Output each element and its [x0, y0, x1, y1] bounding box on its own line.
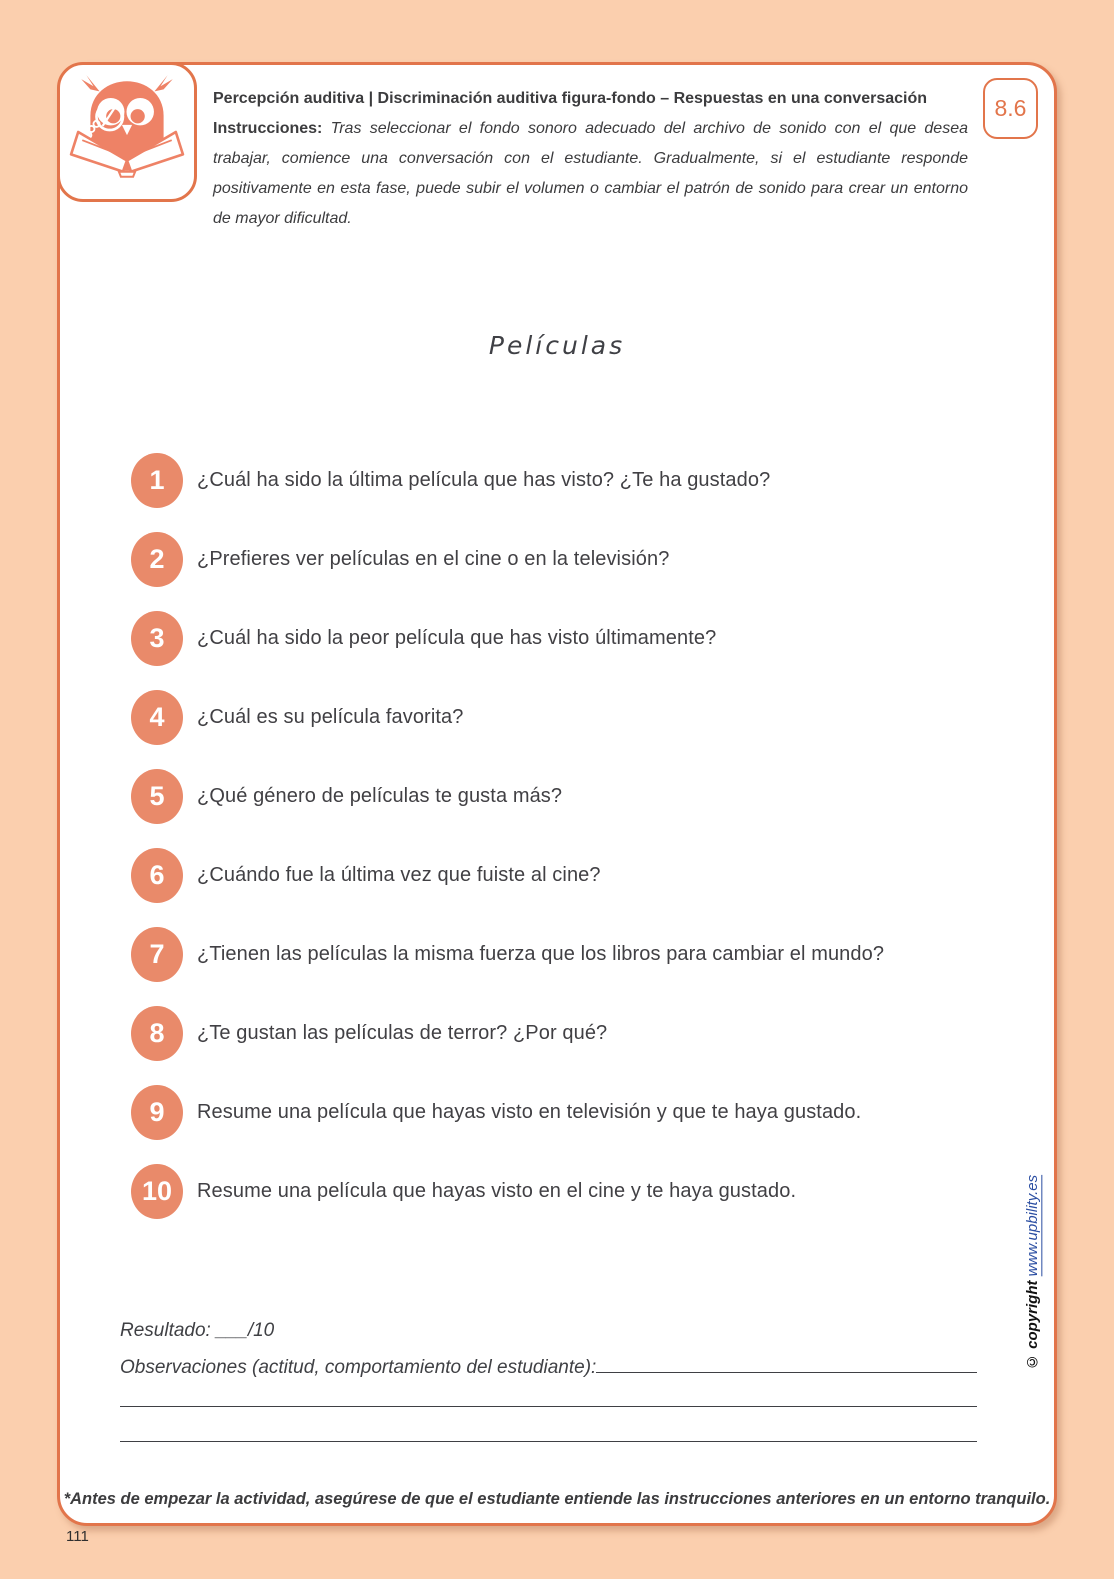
question-number-badge: 5 — [131, 769, 183, 824]
activity-title: Percepción auditiva | Discriminación auditiva figura-fondo – Respuestas en una conversación — [213, 90, 927, 107]
observations-write-line — [596, 1353, 977, 1373]
question-number-badge: 3 — [131, 611, 183, 666]
copyright-text: © copyright — [1024, 1276, 1041, 1370]
results-block — [120, 1320, 977, 1450]
question-row — [131, 1085, 1011, 1140]
question-text: ¿Qué género de películas te gusta más? — [197, 785, 563, 807]
question-row — [131, 453, 1011, 508]
instructions-label: Instrucciones: — [213, 120, 323, 137]
question-number-badge: 8 — [131, 1006, 183, 1061]
question-row — [131, 611, 1011, 666]
question-row — [131, 769, 1011, 824]
ruled-line — [120, 1441, 977, 1442]
question-number-badge: 6 — [131, 848, 183, 903]
question-number-badge: 2 — [131, 532, 183, 587]
question-row — [131, 1006, 1011, 1061]
observations-label: Observaciones (actitud, comportamiento del estudiante): — [120, 1357, 597, 1378]
question-row — [131, 532, 1011, 587]
question-text: ¿Cuál ha sido la última película que has visto? ¿Te ha gustado? — [197, 469, 771, 491]
question-text: ¿Cuál es su película favorita? — [197, 706, 464, 728]
question-list — [131, 453, 1011, 1243]
question-text: ¿Prefieres ver películas en el cine o en la televisión? — [197, 548, 670, 570]
question-number-badge: 4 — [131, 690, 183, 745]
question-row — [131, 927, 1011, 982]
header-block — [213, 84, 968, 234]
section-number-badge: 8.6 — [983, 78, 1038, 139]
question-text: ¿Te gustan las películas de terror? ¿Por qué? — [197, 1022, 608, 1044]
owl-reading-book-icon — [66, 69, 188, 196]
question-text: ¿Tienen las películas la misma fuerza que los libros para cambiar el mundo? — [197, 943, 885, 965]
question-number-badge: 7 — [131, 927, 183, 982]
question-text: Resume una película que hayas visto en el cine y te haya gustado. — [197, 1180, 797, 1202]
copyright-sidebar — [1024, 1155, 1050, 1370]
instructions-paragraph — [213, 114, 968, 234]
upbility-link[interactable]: www.upbility.es — [1024, 1174, 1041, 1277]
logo-box — [57, 62, 197, 202]
question-number-badge: 9 — [131, 1085, 183, 1140]
footnote: *Antes de empezar la actividad, asegúrese de que el estudiante entiende las instrucciones anteriores en un entorno tranquilo. — [63, 1490, 1051, 1508]
question-number-badge: 1 — [131, 453, 183, 508]
ruled-line — [120, 1406, 977, 1407]
question-text: Resume una película que hayas visto en televisión y que te haya gustado. — [197, 1101, 862, 1123]
result-label: Resultado: ___/10 — [120, 1320, 275, 1341]
instructions-text: Tras seleccionar el fondo sonoro adecuado del archivo de sonido con el que desea trabajar, comience una conversación con el estudiante. Gradualmente, si el estudiante responde positivamente en esta fase, puede subir el volumen o cambiar el patrón de sonido para crear un entorno de mayor dificultad. — [213, 120, 968, 227]
page-number: 111 — [66, 1528, 89, 1545]
question-text: ¿Cuál ha sido la peor película que has visto últimamente? — [197, 627, 717, 649]
question-row — [131, 1164, 1011, 1219]
worksheet-title: Películas — [488, 331, 626, 360]
question-row — [131, 848, 1011, 903]
observations-row — [120, 1353, 977, 1379]
question-text: ¿Cuándo fue la última vez que fuiste al cine? — [197, 864, 601, 886]
question-number-badge: 10 — [131, 1164, 183, 1219]
question-row — [131, 690, 1011, 745]
